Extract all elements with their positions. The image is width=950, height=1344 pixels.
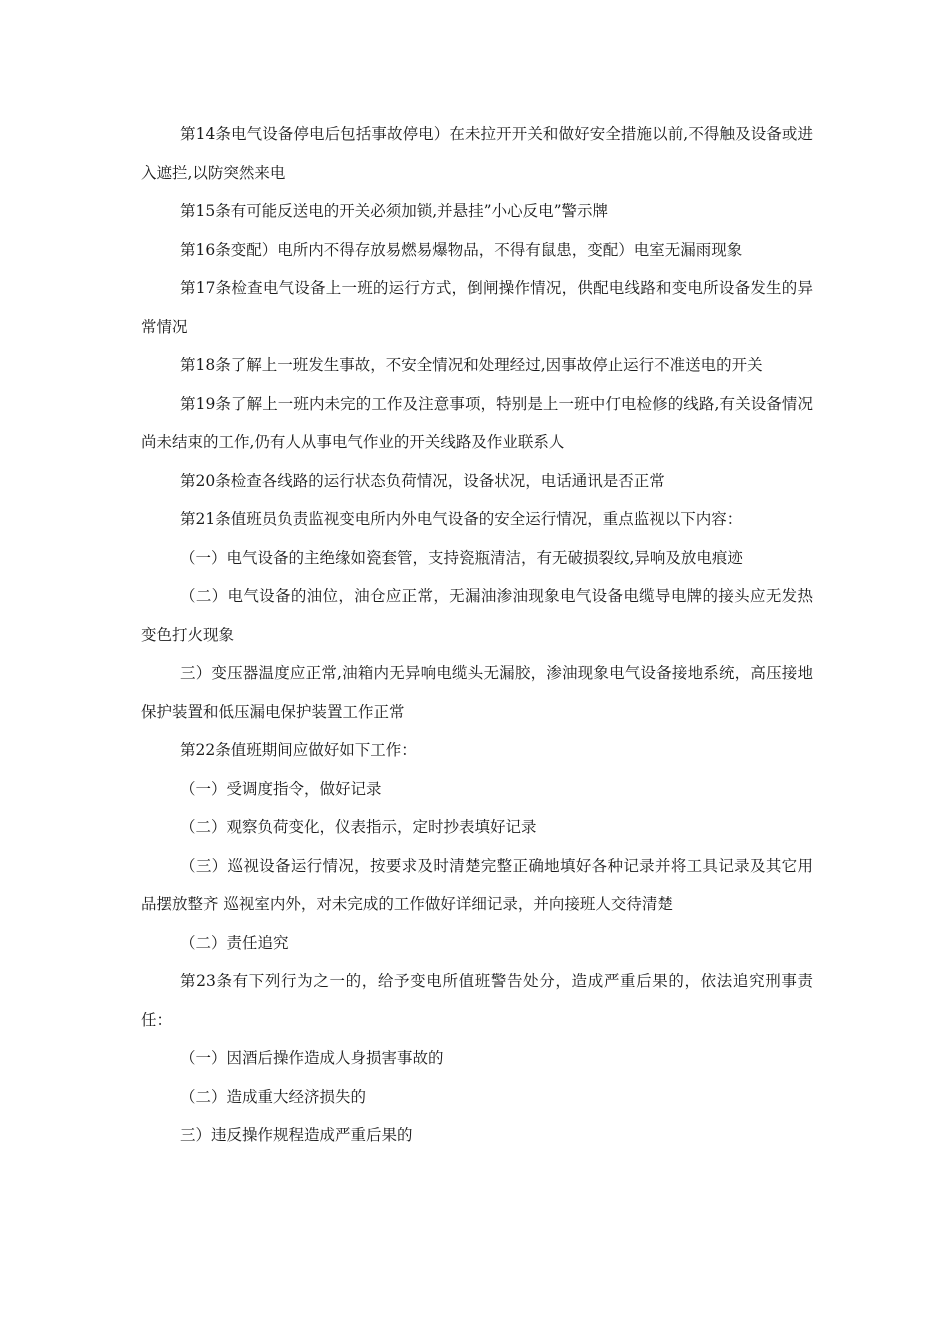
paragraph-article-19: 第19条了解上一班内未完的工作及注意事项，特别是上一班中仃电检修的线路,有关设备情况尚未结束的工作,仍有人从事电气作业的开关线路及作业联系人 [141,394,813,451]
paragraph-article-23-item-2: （二）造成重大经济损失的 [180,1087,367,1106]
document-body [141,115,813,1155]
paragraph-article-21-item-1: （一）电气设备的主绝缘如瓷套管，支持瓷瓶清洁，有无破损裂纹,异响及放电痕迹 [180,548,743,567]
paragraph-article-22-item-1: （一）受调度指令，做好记录 [180,779,382,798]
paragraph-article-23-item-3: 三）违反操作规程造成严重后果的 [180,1126,413,1144]
paragraph-article-20: 第20条检查各线路的运行状态负荷情况，设备状况，电话通讯是否正常 [180,471,665,490]
section-heading-liability: （二）责任追究 [180,933,289,952]
paragraph-article-18: 第18条了解上一班发生事故，不安全情况和处理经过,因事故停止运行不准送电的开关 [180,356,763,374]
paragraph-article-17: 第17条检查电气设备上一班的运行方式，倒闸操作情况，供配电线路和变电所设备发生的异常情况 [141,279,813,336]
paragraph-article-21-item-3: 三）变压器温度应正常,油箱内无异响电缆头无漏胶，渗油现象电气设备接地系统，高压接地保护装置和低压漏电保护装置工作正常 [141,664,813,721]
paragraph-article-15: 第15条有可能反送电的开关必须加锁,并悬挂”小心反电”警示牌 [180,202,609,220]
paragraph-article-22-item-2: （二）观察负荷变化，仪表指示，定时抄表填好记录 [180,818,537,836]
paragraph-article-23-item-1: （一）因酒后操作造成人身损害事故的 [180,1049,444,1067]
paragraph-article-23: 第23条有下列行为之一的，给予变电所值班警告处分，造成严重后果的，依法追究刑事责任： [141,972,813,1029]
paragraph-article-21: 第21条值班员负责监视变电所内外电气设备的安全运行情况，重点监视以下内容： [180,510,743,528]
paragraph-article-16: 第16条变配）电所内不得存放易燃易爆物品，不得有鼠患，变配）电室无漏雨现象 [180,240,743,259]
paragraph-article-22: 第22条值班期间应做好如下工作： [180,741,417,759]
paragraph-article-22-item-3: （三）巡视设备运行情况，按要求及时清楚完整正确地填好各种记录并将工具记录及其它用品摆放整齐 巡视室内外，对未完成的工作做好详细记录，并向接班人交待清楚 [141,856,813,913]
paragraph-article-14: 第14条电气设备停电后包括事故停电）在未拉开开关和做好安全措施以前,不得触及设备或进入遮拦,以防突然来电 [141,125,813,182]
paragraph-article-21-item-2: （二）电气设备的油位，油仓应正常，无漏油渗油现象电气设备电缆导电牌的接头应无发热变色打火现象 [141,587,813,644]
